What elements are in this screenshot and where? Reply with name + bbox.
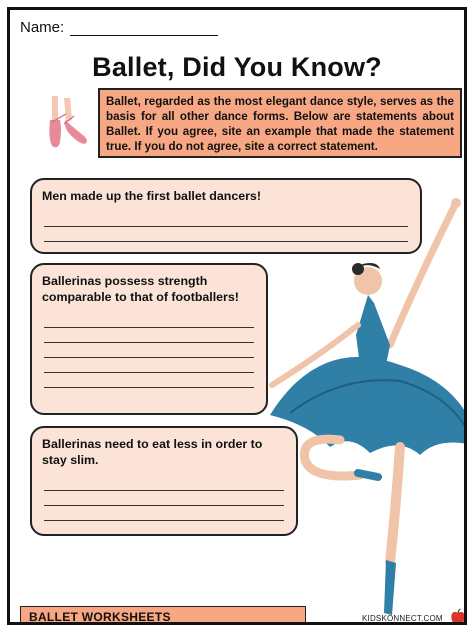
- answer-line[interactable]: [44, 387, 254, 388]
- name-row: [20, 19, 218, 36]
- answer-lines[interactable]: [44, 226, 408, 256]
- answer-line[interactable]: [44, 357, 254, 358]
- name-label: Name:: [20, 19, 65, 36]
- name-input-line[interactable]: [70, 21, 218, 36]
- brand-text: KIDSKONNECT.COM: [362, 614, 443, 623]
- question-box-1: [30, 178, 422, 254]
- ballet-shoes-icon: [38, 92, 98, 152]
- answer-line[interactable]: [44, 520, 284, 521]
- answer-line[interactable]: [44, 327, 254, 328]
- question-text: Ballerinas possess strength comparable to that of footballers!: [42, 274, 239, 304]
- question-box-3: [30, 426, 298, 536]
- intro-box: Ballet, regarded as the most elegant dance style, serves as the basis for all other dance forms. Below are statements about Ballet. If you agree, site an example that made the statement true. If you do not agree, site a correct statement.: [98, 88, 462, 158]
- answer-line[interactable]: [44, 226, 408, 227]
- answer-line[interactable]: [44, 241, 408, 242]
- answer-lines[interactable]: [44, 327, 254, 402]
- answer-line[interactable]: [44, 505, 284, 506]
- question-text: Men made up the first ballet dancers!: [42, 189, 261, 203]
- apple-logo-icon: [450, 608, 466, 625]
- footer-label: BALLET WORKSHEETS: [20, 606, 306, 625]
- answer-line[interactable]: [44, 342, 254, 343]
- answer-line[interactable]: [44, 490, 284, 491]
- question-box-2: [30, 263, 268, 415]
- answer-line[interactable]: [44, 372, 254, 373]
- answer-lines[interactable]: [44, 490, 284, 535]
- worksheet-page: [7, 7, 467, 625]
- page-title: Ballet, Did You Know?: [92, 52, 382, 82]
- question-text: Ballerinas need to eat less in order to stay slim.: [42, 437, 263, 467]
